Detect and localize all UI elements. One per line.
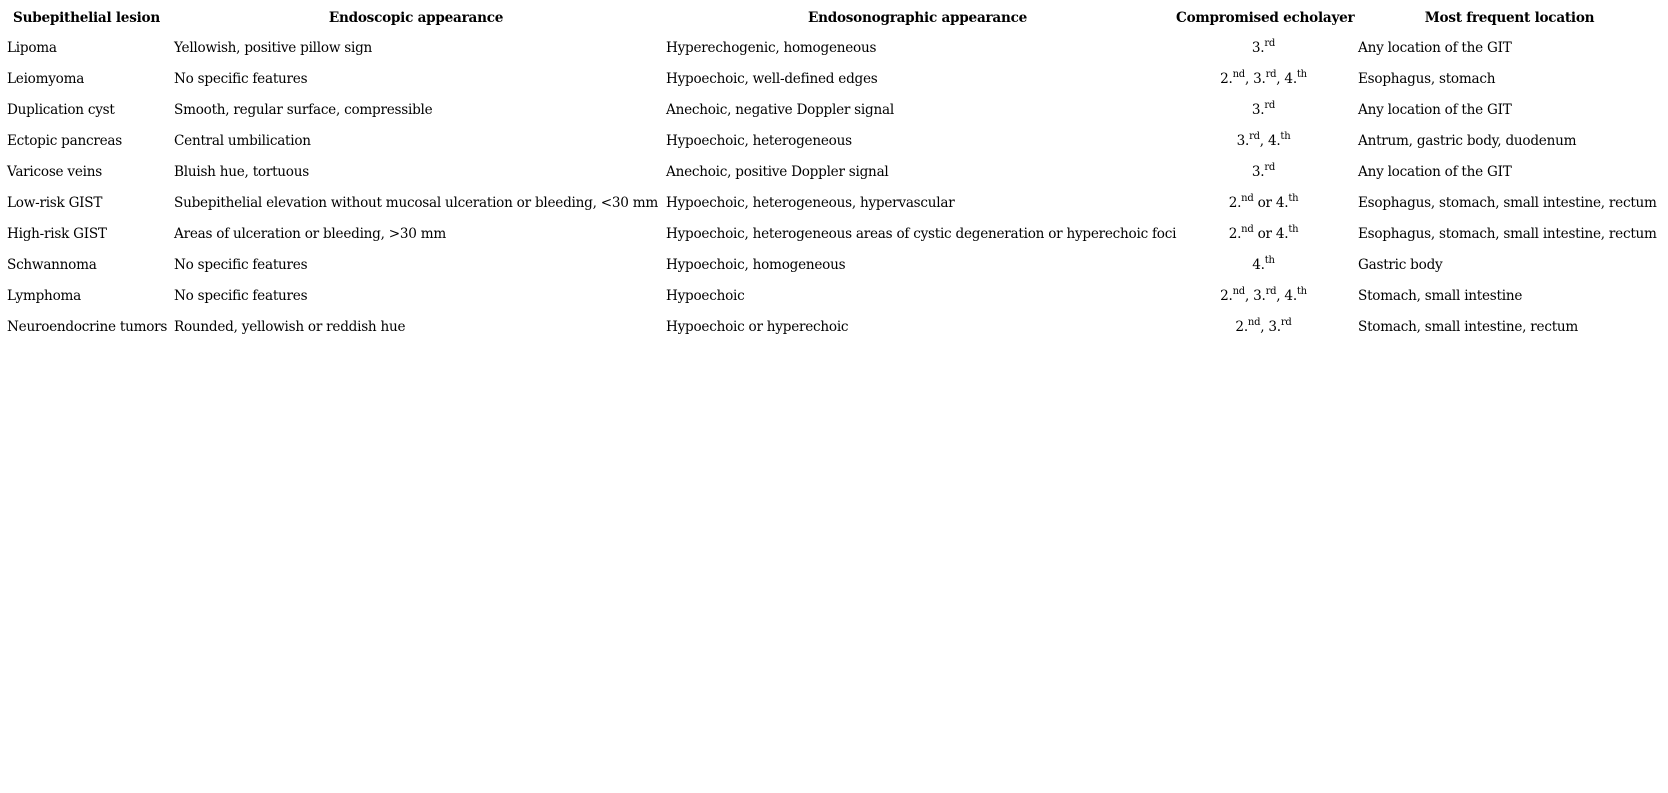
- ordinal-number: 2.: [1220, 287, 1233, 304]
- table-row: [3, 63, 1665, 94]
- table-header: [3, 3, 1665, 32]
- cell-lesion: Duplication cyst: [7, 101, 115, 118]
- ordinal-number: 2.: [1235, 318, 1248, 335]
- cell-location: Stomach, small intestine: [1358, 287, 1523, 304]
- table-row: [3, 280, 1665, 311]
- ordinal-separator: ,: [1276, 70, 1281, 87]
- cell-lesion: Schwannoma: [7, 256, 97, 273]
- header-endosonographic-appearance: Endosonographic appearance: [807, 9, 1028, 26]
- header-most-frequent-location: Most frequent location: [1424, 9, 1595, 26]
- cell-endosonographic: Hypoechoic, homogeneous: [666, 256, 846, 273]
- ordinal-suffix: rd: [1265, 68, 1277, 80]
- cell-echolayer: [1173, 125, 1354, 156]
- ordinal-number: 3.: [1251, 101, 1265, 118]
- cell-lesion: High-risk GIST: [7, 225, 107, 242]
- ordinal-suffix: th: [1264, 254, 1275, 266]
- ordinal-separator: ,: [1276, 287, 1281, 304]
- cell-lesion: Lipoma: [7, 39, 57, 56]
- cell-location: Any location of the GIT: [1358, 39, 1512, 56]
- table-row: [3, 156, 1665, 187]
- table-row: [3, 94, 1665, 125]
- cell-echolayer: [1173, 218, 1354, 249]
- header-lesion: Subepithelial lesion: [13, 9, 160, 26]
- cell-lesion: Neuroendocrine tumors: [7, 318, 168, 335]
- cell-endoscopic: Rounded, yellowish or reddish hue: [174, 318, 406, 335]
- cell-endosonographic: Anechoic, positive Doppler signal: [666, 163, 889, 180]
- ordinal-number: 3.: [1268, 318, 1281, 335]
- cell-lesion: Leiomyoma: [7, 70, 85, 87]
- cell-echolayer: [1173, 63, 1354, 94]
- ordinal-suffix: th: [1280, 130, 1291, 142]
- ordinal-suffix: th: [1288, 192, 1299, 204]
- cell-lesion: Varicose veins: [7, 163, 102, 180]
- ordinal-suffix: rd: [1264, 161, 1276, 173]
- ordinal-number: 4.: [1284, 70, 1297, 87]
- cell-echolayer: [1173, 249, 1354, 280]
- ordinal-suffix: th: [1288, 223, 1299, 235]
- table-body: [3, 32, 1665, 342]
- table-row: [3, 249, 1665, 280]
- ordinal-number: 2.: [1228, 194, 1242, 211]
- ordinal-suffix: nd: [1247, 316, 1261, 328]
- ordinal-number: 4.: [1275, 194, 1289, 211]
- ordinal-separator: ,: [1244, 287, 1250, 304]
- table-row: [3, 187, 1665, 218]
- ordinal-number: 3.: [1253, 70, 1266, 87]
- ordinal-suffix: th: [1296, 68, 1307, 80]
- ordinal-suffix: th: [1296, 285, 1307, 297]
- cell-echolayer: [1173, 156, 1354, 187]
- cell-location: Any location of the GIT: [1358, 163, 1512, 180]
- cell-endosonographic: Hyperechogenic, homogeneous: [666, 39, 877, 56]
- cell-endosonographic: Hypoechoic, heterogeneous areas of cystic degeneration or hyperechoic foci: [666, 225, 1177, 242]
- ordinal-suffix: rd: [1265, 285, 1277, 297]
- cell-endoscopic: Areas of ulceration or bleeding, >30 mm: [174, 225, 447, 242]
- cell-endoscopic: Subepithelial elevation without mucosal ulceration or bleeding, <30 mm: [174, 194, 659, 211]
- cell-location: Esophagus, stomach, small intestine, rectum: [1358, 225, 1657, 242]
- ordinal-number: 4.: [1284, 287, 1297, 304]
- table-row: [3, 218, 1665, 249]
- cell-location: Gastric body: [1358, 256, 1443, 273]
- ordinal-suffix: nd: [1241, 223, 1254, 235]
- ordinal-number: 4.: [1275, 225, 1289, 242]
- cell-location: Esophagus, stomach, small intestine, rectum: [1358, 194, 1657, 211]
- ordinal-separator: ,: [1244, 70, 1250, 87]
- ordinal-number: 4.: [1252, 256, 1265, 273]
- table-row: [3, 32, 1665, 63]
- cell-endoscopic: No specific features: [174, 70, 308, 87]
- ordinal-suffix: nd: [1232, 285, 1245, 297]
- cell-lesion: Low-risk GIST: [7, 194, 103, 211]
- ordinal-suffix: nd: [1241, 192, 1254, 204]
- cell-endosonographic: Hypoechoic, heterogeneous, hypervascular: [666, 194, 955, 211]
- table-row: [3, 311, 1665, 342]
- header-endoscopic-appearance: Endoscopic appearance: [328, 9, 504, 26]
- ordinal-conjunction: or: [1257, 225, 1272, 242]
- ordinal-number: 3.: [1251, 39, 1265, 56]
- cell-lesion: Lymphoma: [7, 287, 81, 304]
- cell-echolayer: [1173, 280, 1354, 311]
- ordinal-separator: ,: [1259, 132, 1264, 149]
- cell-endoscopic: Central umbilication: [174, 132, 311, 149]
- cell-endosonographic: Anechoic, negative Doppler signal: [666, 101, 894, 118]
- header-compromised-echolayer: Compromised echolayer: [1176, 9, 1355, 26]
- cell-echolayer: [1173, 311, 1354, 342]
- ordinal-suffix: rd: [1264, 99, 1276, 111]
- ordinal-suffix: rd: [1264, 37, 1276, 49]
- cell-location: Esophagus, stomach: [1358, 70, 1496, 87]
- cell-endoscopic: No specific features: [174, 287, 308, 304]
- subepithelial-lesion-table: [3, 3, 1665, 342]
- cell-endosonographic: Hypoechoic: [666, 287, 745, 304]
- ordinal-conjunction: or: [1257, 194, 1272, 211]
- ordinal-number: 3.: [1236, 132, 1250, 149]
- ordinal-number: 2.: [1220, 70, 1233, 87]
- cell-endoscopic: Yellowish, positive pillow sign: [174, 39, 373, 56]
- header-row: [3, 3, 1665, 32]
- cell-endoscopic: No specific features: [174, 256, 308, 273]
- cell-location: Antrum, gastric body, duodenum: [1358, 132, 1577, 149]
- cell-echolayer: [1173, 32, 1354, 63]
- table-row: [3, 125, 1665, 156]
- ordinal-suffix: nd: [1232, 68, 1245, 80]
- cell-endosonographic: Hypoechoic or hyperechoic: [666, 318, 849, 335]
- ordinal-suffix: rd: [1280, 316, 1292, 328]
- ordinal-number: 2.: [1228, 225, 1242, 242]
- cell-endosonographic: Hypoechoic, heterogeneous: [666, 132, 852, 149]
- ordinal-separator: ,: [1260, 318, 1265, 335]
- ordinal-number: 4.: [1267, 132, 1281, 149]
- cell-endosonographic: Hypoechoic, well-defined edges: [666, 70, 878, 87]
- ordinal-suffix: rd: [1249, 130, 1260, 142]
- cell-echolayer: [1173, 94, 1354, 125]
- cell-echolayer: [1173, 187, 1354, 218]
- cell-location: Any location of the GIT: [1358, 101, 1512, 118]
- cell-endoscopic: Bluish hue, tortuous: [174, 163, 309, 180]
- cell-endoscopic: Smooth, regular surface, compressible: [174, 101, 433, 118]
- cell-location: Stomach, small intestine, rectum: [1358, 318, 1579, 335]
- cell-lesion: Ectopic pancreas: [7, 132, 122, 149]
- ordinal-number: 3.: [1251, 163, 1265, 180]
- ordinal-number: 3.: [1253, 287, 1266, 304]
